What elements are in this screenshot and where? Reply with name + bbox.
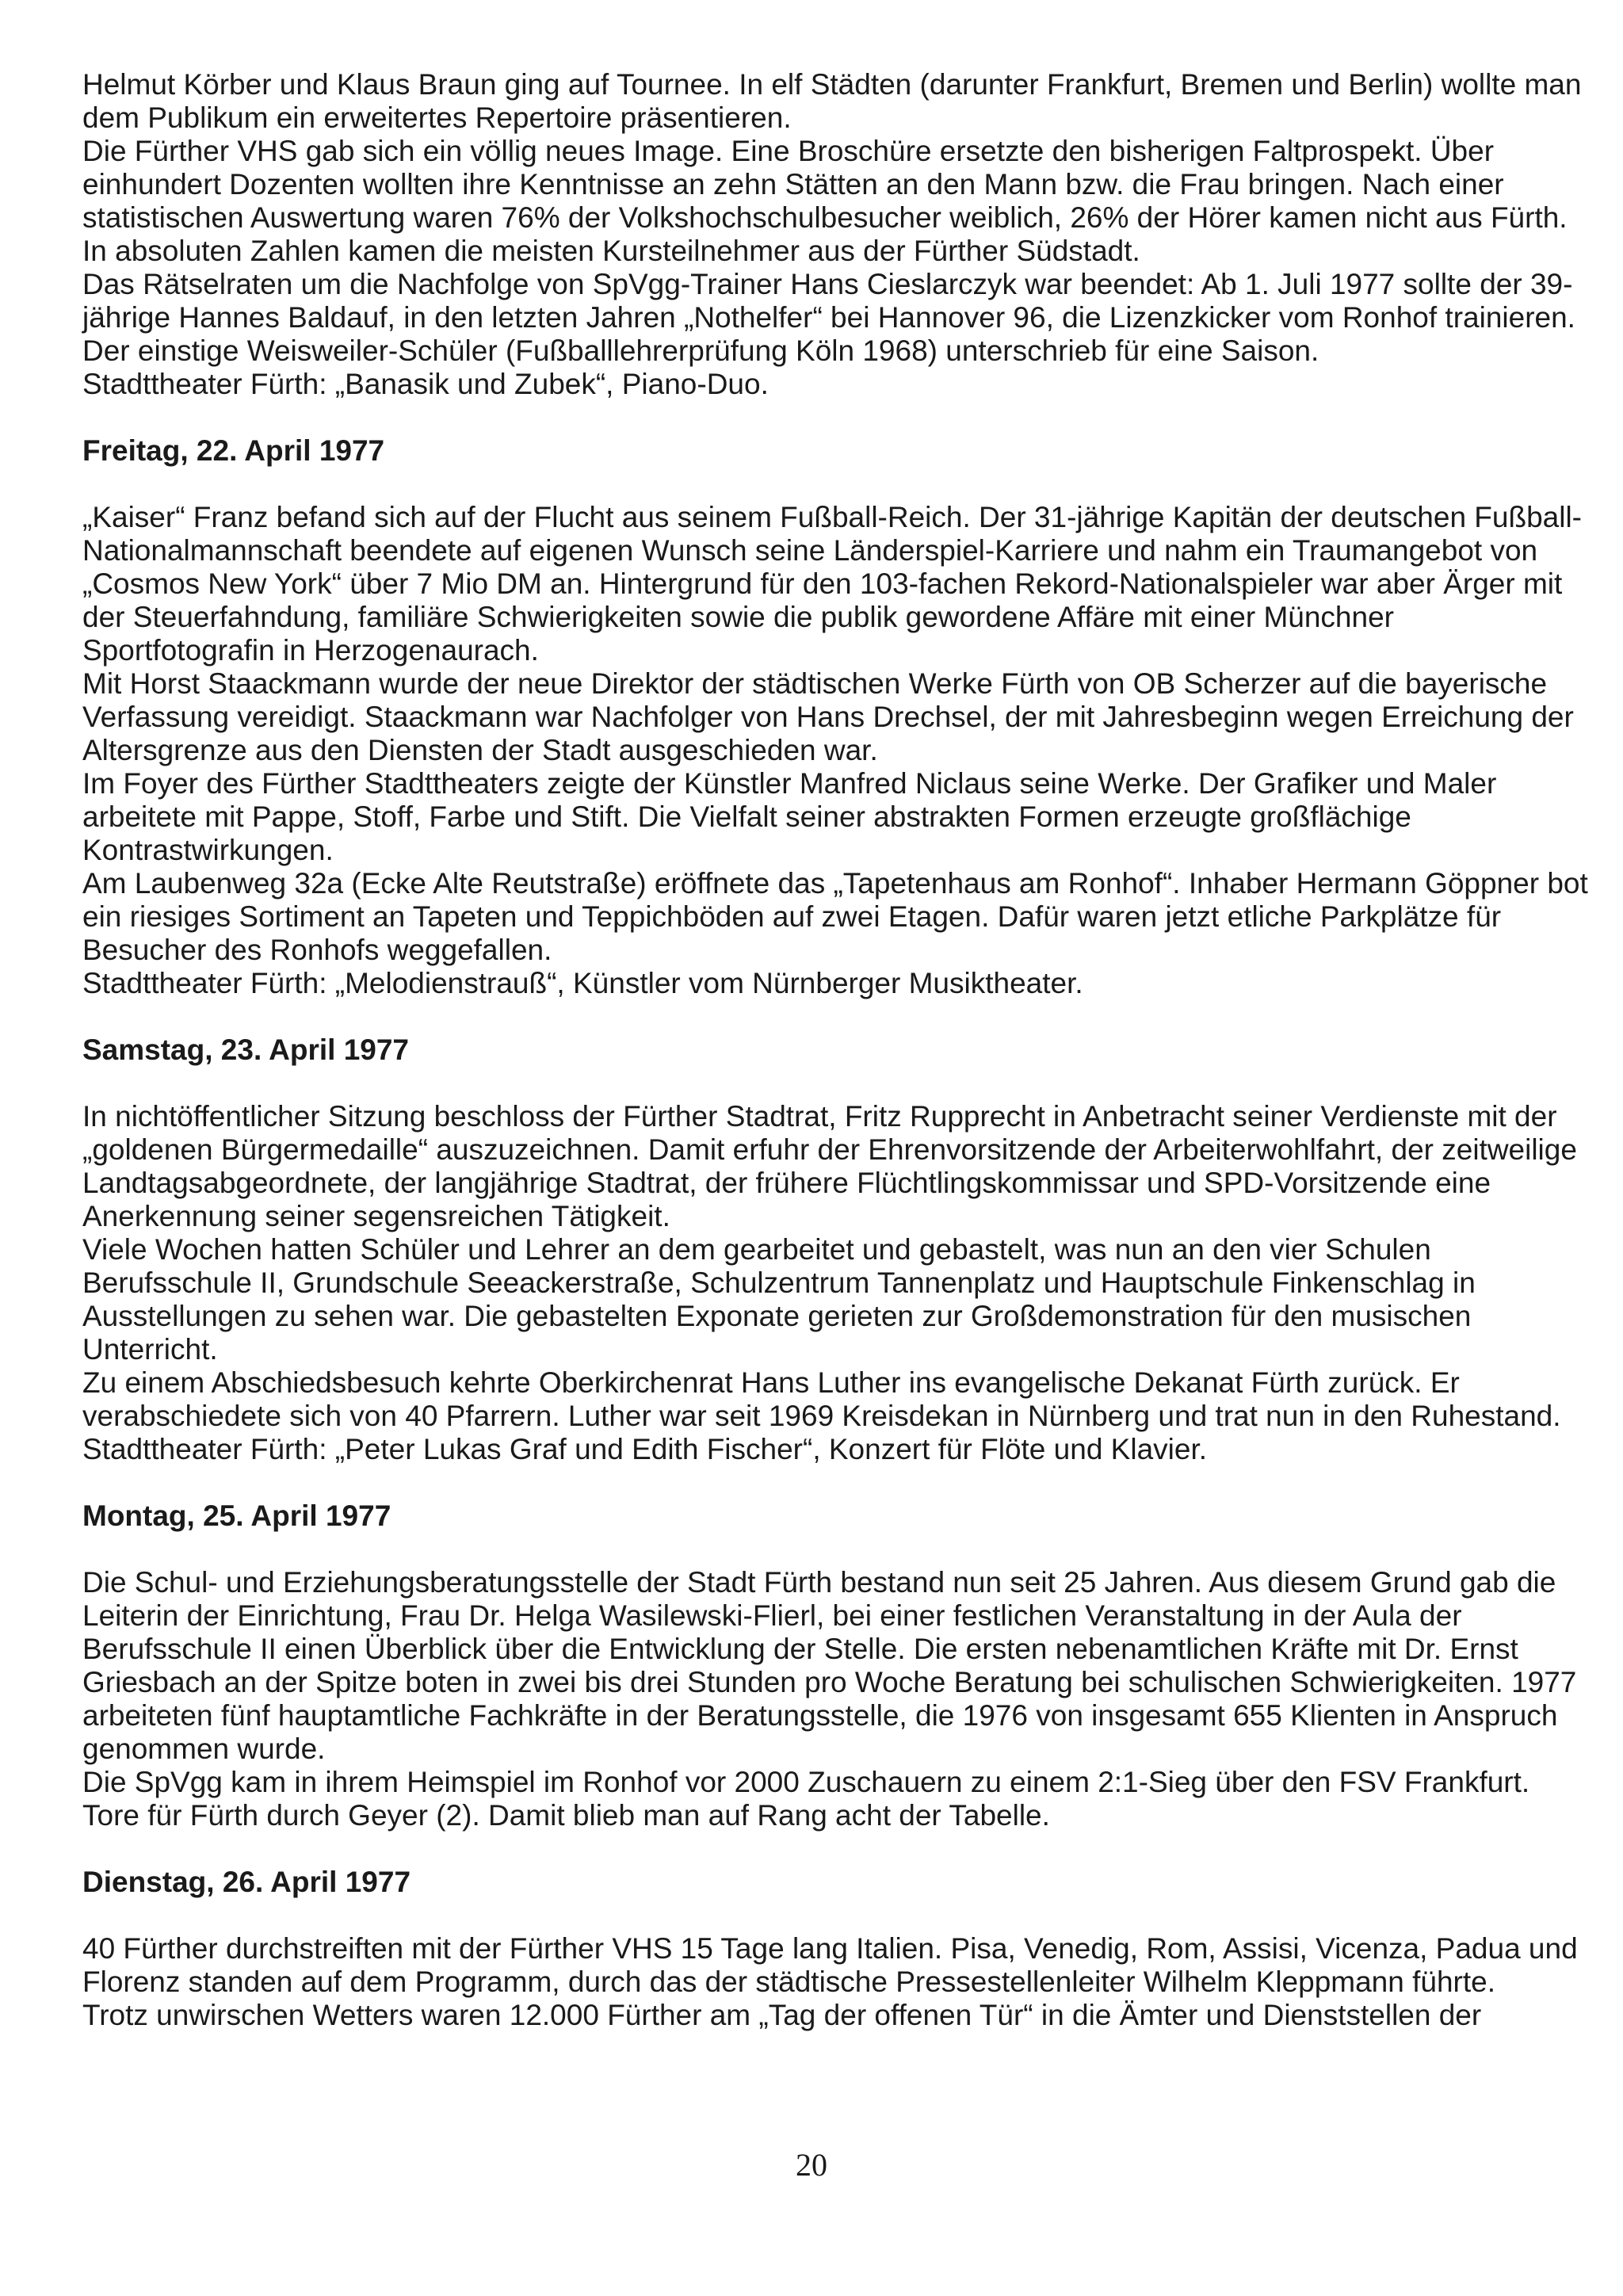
document-body xyxy=(82,68,1590,2032)
paragraph-staackmann-vereidigung: Mit Horst Staackmann wurde der neue Direktor der städtischen Werke Fürth von OB Scherzer auf die bayerische Verfassung vereidigt. Staackmann war Nachfolger von Hans Drechsel, der mit Jahresbeginn wegen Erreichung der Altersgrenze aus den Diensten der Stadt ausgeschieden war. xyxy=(82,667,1574,766)
section-heading-freitag-22-april-1977: Freitag, 22. April 1977 xyxy=(82,434,385,467)
section-heading-montag-25-april-1977: Montag, 25. April 1977 xyxy=(82,1499,391,1532)
paragraph-rupprecht-buergermedaille: In nichtöffentlicher Sitzung beschloss der Fürther Stadtrat, Fritz Rupprecht in Anbetracht seiner Verdienste mit der „goldenen Bürgermedaille“ auszuzeichnen. Damit erfuhr der Ehrenvorsitzende der Arbeiterwohlfahrt, der zeitweilige Landtagsabgeordnete, der langjährige Stadtrat, der frühere Flüchtlingskommissar und SPD-Vorsitzende eine Anerkennung seiner segensreichen Tätigkeit. xyxy=(82,1100,1577,1232)
paragraph-koerber-braun-tournee: Helmut Körber und Klaus Braun ging auf Tournee. In elf Städten (darunter Frankfurt, Bremen und Berlin) wollte man dem Publikum ein erweitertes Repertoire präsentieren. xyxy=(82,68,1582,134)
paragraph-vhs-neues-image: Die Fürther VHS gab sich ein völlig neues Image. Eine Broschüre ersetzte den bisherigen Faltprospekt. Über einhundert Dozenten wollten ihre Kenntnisse an zehn Stätten an den Mann bzw. die Frau bringen. Nach einer statistischen Auswertung waren 76% der Volkshochschulbesucher weiblich, 26% der Hörer kamen nicht aus Fürth. In absoluten Zahlen kamen die meisten Kursteilnehmer aus der Fürther Südstadt. xyxy=(82,135,1568,267)
page-number: 20 xyxy=(796,2147,827,2183)
paragraph-schulen-ausstellungen: Viele Wochen hatten Schüler und Lehrer an dem gearbeitet und gebastelt, was nun an den vier Schulen Berufsschule II, Grundschule Seeackerstraße, Schulzentrum Tannenplatz und Hauptschule Finkenschlag in Ausstellungen zu sehen war. Die gebastelten Exponate gerieten zur Großdemonstration für den musischen Unterricht. xyxy=(82,1233,1476,1366)
section-heading-dienstag-26-april-1977: Dienstag, 26. April 1977 xyxy=(82,1866,411,1898)
paragraph-tag-der-offenen-tuer: Trotz unwirschen Wetters waren 12.000 Fürther am „Tag der offenen Tür“ in die Ämter und Dienststellen der xyxy=(82,1999,1482,2031)
paragraph-luther-abschiedsbesuch: Zu einem Abschiedsbesuch kehrte Oberkirchenrat Hans Luther ins evangelische Dekanat Fürth zurück. Er verabschiedete sich von 40 Pfarrern. Luther war seit 1969 Kreisdekan in Nürnberg und trat nun in den Ruhestand. xyxy=(82,1366,1561,1432)
paragraph-spvgg-heimspiel: Die SpVgg kam in ihrem Heimspiel im Ronhof vor 2000 Zuschauern zu einem 2:1-Sieg über den FSV Frankfurt. Tore für Fürth durch Geyer (2). Damit blieb man auf Rang acht der Tabelle. xyxy=(82,1766,1530,1832)
paragraph-stadttheater-banasik-zubek: Stadttheater Fürth: „Banasik und Zubek“, Piano-Duo. xyxy=(82,368,769,400)
paragraph-erziehungsberatungsstelle: Die Schul- und Erziehungsberatungsstelle der Stadt Fürth bestand nun seit 25 Jahren. Aus diesem Grund gab die Leiterin der Einrichtung, Frau Dr. Helga Wasilewski-Flierl, bei einer festlichen Veranstaltung in der Aula der Berufsschule II einen Überblick über die Entwicklung der Stelle. Die ersten nebenamtlichen Kräfte mit Dr. Ernst Griesbach an der Spitze boten in zwei bis drei Stunden pro Woche Beratung bei schulischen Schwierigkeiten. 1977 arbeiteten fünf hauptamtliche Fachkräfte in der Beratungsstelle, die 1976 von insgesamt 655 Klienten in Anspruch genommen wurde. xyxy=(82,1566,1577,1765)
section-heading-samstag-23-april-1977: Samstag, 23. April 1977 xyxy=(82,1033,410,1066)
paragraph-spvgg-trainer-nachfolge: Das Rätselraten um die Nachfolge von SpVgg-Trainer Hans Cieslarczyk war beendet: Ab 1. Juli 1977 sollte der 39-jährige Hannes Baldauf, in den letzten Jahren „Nothelfer“ bei Hannover 96, die Lizenzkicker vom Ronhof trainieren. Der einstige Weisweiler-Schüler (Fußballlehrerprüfung Köln 1968) unterschrieb für eine Saison. xyxy=(82,268,1575,367)
paragraph-niclaus-ausstellung: Im Foyer des Fürther Stadttheaters zeigte der Künstler Manfred Niclaus seine Werke. Der Grafiker und Maler arbeitete mit Pappe, Stoff, Farbe und Stift. Die Vielfalt seiner abstrakten Formen erzeugte großflächige Kontrastwirkungen. xyxy=(82,767,1497,866)
paragraph-stadttheater-melodienstrauss: Stadttheater Fürth: „Melodienstrauß“, Künstler vom Nürnberger Musiktheater. xyxy=(82,967,1083,999)
paragraph-kaiser-franz: „Kaiser“ Franz befand sich auf der Flucht aus seinem Fußball-Reich. Der 31-jährige Kapitän der deutschen Fußball-Nationalmannschaft beendete auf eigenen Wunsch seine Länderspiel-Karriere und nahm ein Traumangebot von „Cosmos New York“ über 7 Mio DM an. Hintergrund für den 103-fachen Rekord-Nationalspieler war aber Ärger mit der Steuerfahndung, familiäre Schwierigkeiten sowie die publik gewordene Affäre mit einer Münchner Sportfotografin in Herzogenaurach. xyxy=(82,501,1583,667)
paragraph-vhs-italienreise: 40 Fürther durchstreiften mit der Fürther VHS 15 Tage lang Italien. Pisa, Venedig, Rom, Assisi, Vicenza, Padua und Florenz standen auf dem Programm, durch das der städtische Pressestellenleiter Wilhelm Kleppmann führte. xyxy=(82,1932,1578,1998)
paragraph-tapetenhaus-ronhof: Am Laubenweg 32a (Ecke Alte Reutstraße) eröffnete das „Tapetenhaus am Ronhof“. Inhaber Hermann Göppner bot ein riesiges Sortiment an Tapeten und Teppichböden auf zwei Etagen. Dafür waren jetzt etliche Parkplätze für Besucher des Ronhofs weggefallen. xyxy=(82,867,1588,966)
paragraph-stadttheater-graf-fischer: Stadttheater Fürth: „Peter Lukas Graf und Edith Fischer“, Konzert für Flöte und Klavier. xyxy=(82,1433,1208,1465)
